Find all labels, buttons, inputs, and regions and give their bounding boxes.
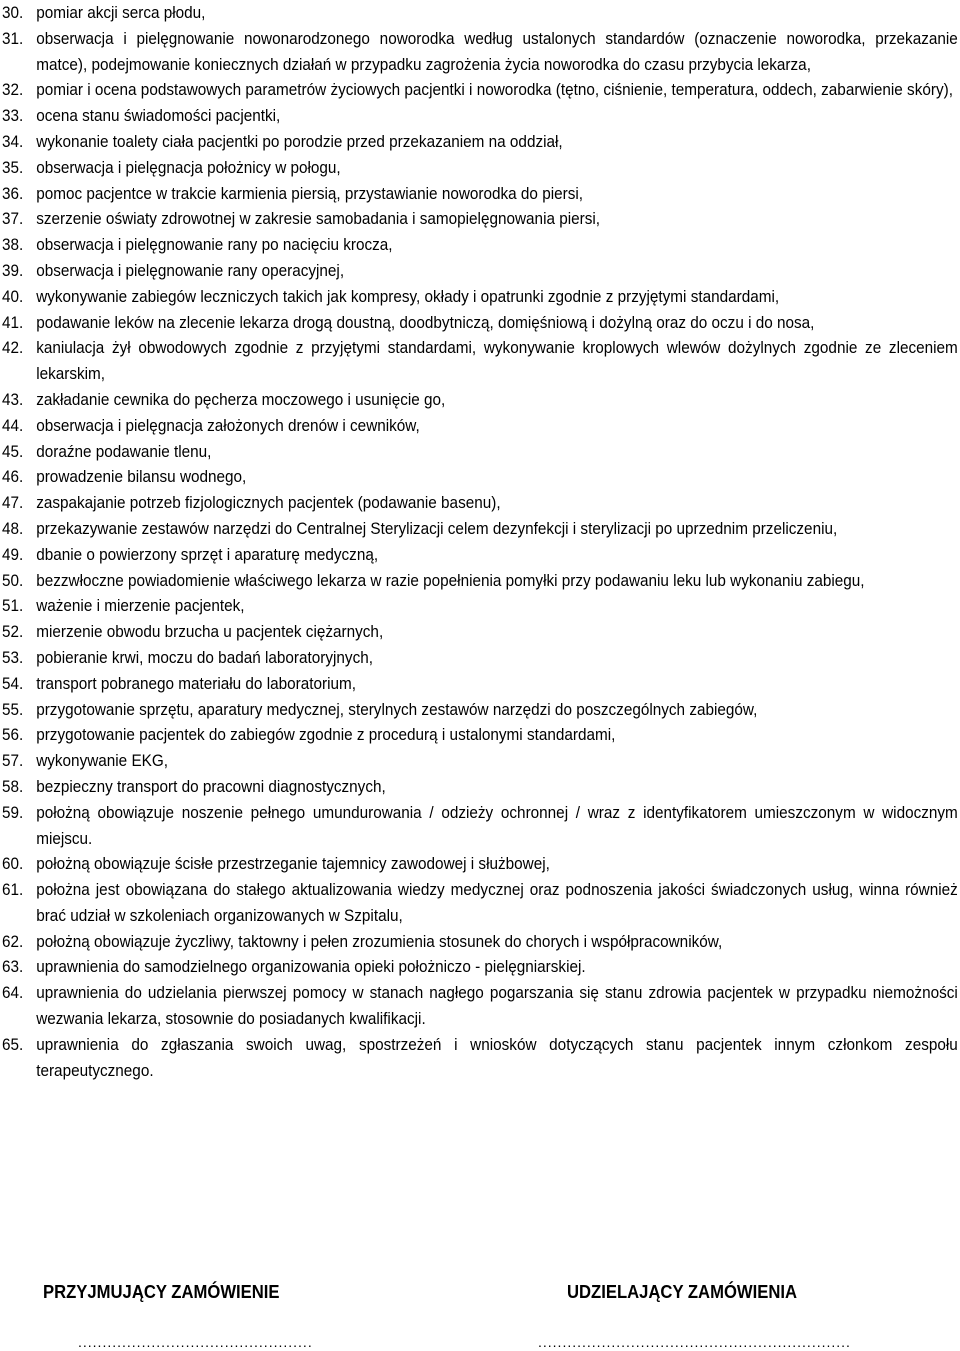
item-text: pomiar i ocena podstawowych parametrów życiowych pacjentki i noworodka (tętno, ciśnienie, temperatura, oddech, zabarwienie skóry), <box>36 80 953 100</box>
document-page <box>2 0 958 1083</box>
item-text: mierzenie obwodu brzucha u pacjentek ciężarnych, <box>36 622 384 642</box>
item-text: ważenie i mierzenie pacjentek, <box>36 596 245 616</box>
item-text: transport pobranego materiału do laboratorium, <box>36 673 356 693</box>
list-item <box>2 542 958 568</box>
item-text: wykonanie toalety ciała pacjentki po porodzie przed przekazaniem na oddział, <box>36 131 563 151</box>
item-text: uprawnienia do udzielania pierwszej pomocy w stanach nagłego pogarszania się stanu zdrowia pacjentek w przypadku niemożności wezwania lekarza, stosownie do posiadanych kwalifikacji. <box>36 983 958 1029</box>
item-number: 62. <box>2 931 24 951</box>
item-text: zakładanie cewnika do pęcherza moczowego i usunięcie go, <box>36 389 446 409</box>
list-item <box>2 1032 958 1084</box>
list-item <box>2 593 958 619</box>
item-text: bezzwłoczne powiadomienie właściwego lekarza w razie popełnienia pomyłki przy podawaniu leku lub wykonaniu zabiegu, <box>36 570 865 590</box>
item-text: uprawnienia do zgłaszania swoich uwag, spostrzeżeń i wniosków dotyczących stanu pacjentek innym członkom zespołu terapeutycznego. <box>36 1034 958 1080</box>
list-item <box>2 335 958 387</box>
list-item <box>2 439 958 465</box>
list-item <box>2 748 958 774</box>
list-item <box>2 0 958 26</box>
list-item <box>2 181 958 207</box>
item-text: położną obowiązuje noszenie pełnego umundurowania / odzieży ochronnej / wraz z identyfikatorem umieszczonym w widocznym miejscu. <box>36 802 958 848</box>
duties-list <box>2 0 958 1083</box>
list-item <box>2 645 958 671</box>
item-text: obserwacja i pielęgnowanie rany operacyjnej, <box>36 260 345 280</box>
item-number: 31. <box>2 28 24 48</box>
list-item <box>2 980 958 1032</box>
item-number: 36. <box>2 183 24 203</box>
item-number: 58. <box>2 776 24 796</box>
list-item <box>2 232 958 258</box>
list-item <box>2 77 958 103</box>
item-number: 40. <box>2 286 24 306</box>
list-item <box>2 490 958 516</box>
item-text: obserwacja i pielęgnowanie nowonarodzonego noworodka według ustalonych standardów (oznaczenie noworodka, przekazanie matce), podejmowanie koniecznych działań w przypadku zagrożenia życia noworodka do czasu przybycia lekarza, <box>36 28 958 74</box>
item-number: 41. <box>2 312 24 332</box>
list-item <box>2 206 958 232</box>
item-number: 46. <box>2 467 24 487</box>
item-number: 54. <box>2 673 24 693</box>
list-item <box>2 929 958 955</box>
item-text: bezpieczny transport do pracowni diagnostycznych, <box>36 776 386 796</box>
list-item <box>2 26 958 78</box>
list-item <box>2 697 958 723</box>
item-text: obserwacja i pielęgnacja położnicy w połogu, <box>36 157 341 177</box>
item-text: podawanie leków na zlecenie lekarza drogą doustną, doodbytniczą, domięśniową i dożylną oraz do oczu i do nosa, <box>36 312 815 332</box>
item-number: 47. <box>2 493 24 513</box>
contracting-party-signature-line: ................................................................ <box>538 1334 851 1350</box>
item-number: 53. <box>2 647 24 667</box>
item-number: 51. <box>2 596 24 616</box>
item-text: obserwacja i pielęgnacja założonych drenów i cewników, <box>36 415 420 435</box>
list-item <box>2 774 958 800</box>
item-number: 32. <box>2 80 24 100</box>
list-item <box>2 568 958 594</box>
list-item <box>2 619 958 645</box>
list-item <box>2 954 958 980</box>
item-text: położna jest obowiązana do stałego aktualizowania wiedzy medycznej oraz podnoszenia jakości świadczonych usług, winna również brać udział w szkoleniach organizowanych w Szpitalu, <box>36 880 958 925</box>
list-item <box>2 284 958 310</box>
item-number: 45. <box>2 441 24 461</box>
list-item <box>2 516 958 542</box>
item-number: 30. <box>2 3 24 22</box>
list-item <box>2 129 958 155</box>
item-number: 65. <box>2 1034 24 1054</box>
item-number: 48. <box>2 518 24 538</box>
item-text: prowadzenie bilansu wodnego, <box>36 467 247 487</box>
list-item <box>2 722 958 748</box>
item-number: 38. <box>2 235 24 255</box>
list-item <box>2 851 958 877</box>
item-number: 59. <box>2 802 24 822</box>
item-text: przekazywanie zestawów narzędzi do Centralnej Sterylizacji celem dezynfekcji i sterylizacji po uprzednim przeliczeniu, <box>36 518 838 538</box>
item-text: przygotowanie pacjentek do zabiegów zgodnie z procedurą i ustalonymi standardami, <box>36 725 616 745</box>
list-item <box>2 800 958 852</box>
item-text: przygotowanie sprzętu, aparatury medycznej, sterylnych zestawów narzędzi do poszczególnych zabiegów, <box>36 699 758 719</box>
item-number: 44. <box>2 415 24 435</box>
item-text: pomiar akcji serca płodu, <box>36 3 206 22</box>
item-number: 34. <box>2 131 24 151</box>
item-text: dbanie o powierzony sprzęt i aparaturę medyczną, <box>36 544 379 564</box>
item-text: uprawnienia do samodzielnego organizowania opieki położniczo - pielęgniarskiej. <box>36 957 586 977</box>
item-number: 39. <box>2 260 24 280</box>
item-number: 37. <box>2 209 24 229</box>
item-text: pomoc pacjentce w trakcie karmienia piersią, przystawianie noworodka do piersi, <box>36 183 584 203</box>
item-number: 57. <box>2 751 24 771</box>
list-item <box>2 155 958 181</box>
item-number: 60. <box>2 854 24 874</box>
item-text: zaspakajanie potrzeb fizjologicznych pacjentek (podawanie basenu), <box>36 493 501 513</box>
item-number: 33. <box>2 106 24 126</box>
item-number: 35. <box>2 157 24 177</box>
item-number: 63. <box>2 957 24 977</box>
item-text: położną obowiązuje życzliwy, taktowny i pełen zrozumienia stosunek do chorych i współpracowników, <box>36 931 723 951</box>
ordering-party-label: PRZYJMUJĄCY ZAMÓWIENIE <box>43 1281 280 1302</box>
item-number: 50. <box>2 570 24 590</box>
list-item <box>2 103 958 129</box>
item-text: szerzenie oświaty zdrowotnej w zakresie samobadania i samopielęgnowania piersi, <box>36 209 601 229</box>
item-text: pobieranie krwi, moczu do badań laboratoryjnych, <box>36 647 373 667</box>
item-number: 43. <box>2 389 24 409</box>
list-item <box>2 464 958 490</box>
item-number: 42. <box>2 338 24 358</box>
item-text: kaniulacja żył obwodowych zgodnie z przyjętymi standardami, wykonywanie kroplowych wlewów dożylnych zgodnie ze zleceniem lekarskim, <box>36 338 958 384</box>
item-text: ocena stanu świadomości pacjentki, <box>36 106 281 126</box>
item-number: 55. <box>2 699 24 719</box>
item-number: 64. <box>2 983 24 1003</box>
item-text: doraźne podawanie tlenu, <box>36 441 212 461</box>
list-item <box>2 671 958 697</box>
list-item <box>2 258 958 284</box>
item-text: obserwacja i pielęgnowanie rany po nacięciu krocza, <box>36 235 393 255</box>
ordering-party-signature-line: ................................................ <box>78 1334 313 1350</box>
item-number: 61. <box>2 880 24 900</box>
item-text: wykonywanie zabiegów leczniczych takich jak kompresy, okłady i opatrunki zgodnie z przyjętymi standardami, <box>36 286 780 306</box>
item-text: położną obowiązuje ścisłe przestrzeganie tajemnicy zawodowej i służbowej, <box>36 854 550 874</box>
list-item <box>2 413 958 439</box>
item-text: wykonywanie EKG, <box>36 751 169 771</box>
list-item <box>2 387 958 413</box>
contracting-party-label: UDZIELAJĄCY ZAMÓWIENIA <box>567 1281 798 1302</box>
signature-section <box>0 1280 960 1351</box>
list-item <box>2 310 958 336</box>
item-number: 56. <box>2 725 24 745</box>
list-item <box>2 877 958 929</box>
item-number: 49. <box>2 544 24 564</box>
item-number: 52. <box>2 622 24 642</box>
